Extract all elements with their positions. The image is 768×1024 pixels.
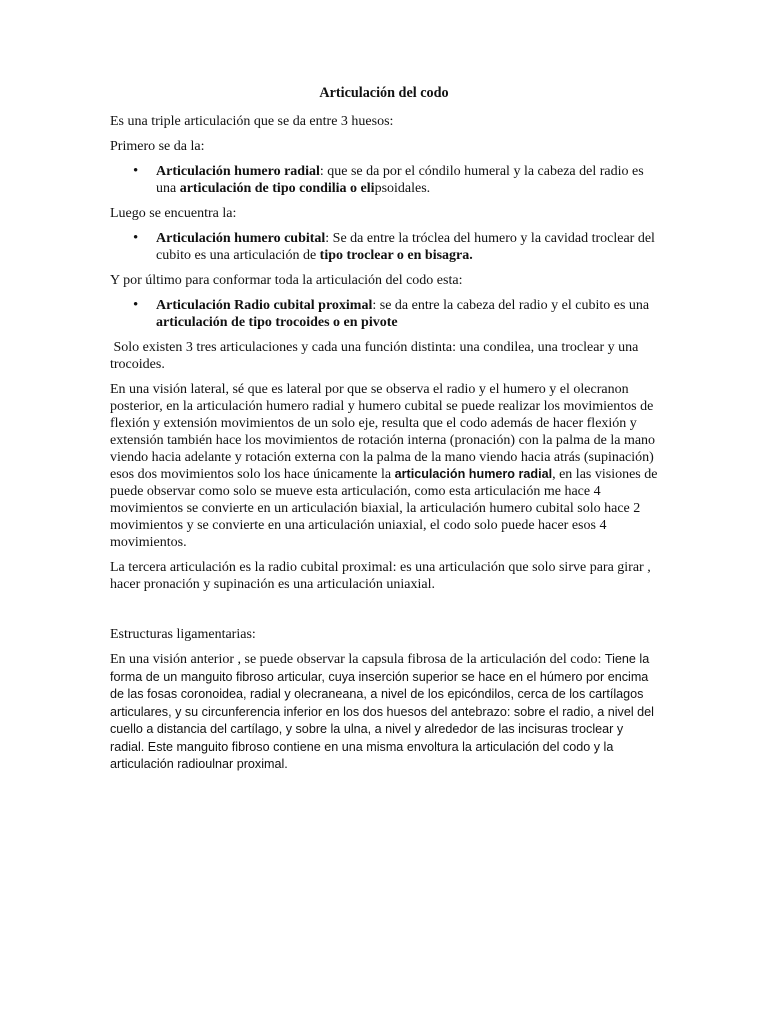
bullet-term-secondary: tipo troclear o en bisagra. bbox=[319, 248, 473, 263]
third-joint-paragraph: La tercera articulación es la radio cubital proximal: es una articulación que solo sirve para girar , hacer pronación y supinación es una articulación uniaxial. bbox=[110, 560, 651, 592]
bullet-text: : que se da por el cóndilo humeral y la cabeza del radio es una bbox=[156, 164, 644, 196]
blank-line bbox=[110, 601, 658, 618]
lateral-text-tail: , en las visiones de puede observar como solo se mueve esta articulación, como esta articulación me hace 4 movimientos se convierte en un articulación biaxial, la articulación humero cubital solo hace 2 movimientos y se convierte en una articulación uniaxial, el codo solo puede hacer esos 4 movimientos. bbox=[110, 467, 658, 550]
intro-paragraph: Es una triple articulación que se da entre 3 huesos: bbox=[110, 114, 394, 129]
bullet-term: Articulación humero radial bbox=[156, 164, 320, 179]
document-body bbox=[110, 84, 658, 782]
document-title: Articulación del codo bbox=[319, 85, 449, 101]
lateral-view-paragraph bbox=[110, 381, 658, 551]
bullet-text-tail: psoidales. bbox=[374, 181, 431, 196]
anterior-view-paragraph bbox=[110, 651, 658, 774]
lateral-bold-term: articulación humero radial bbox=[394, 467, 553, 481]
bullet-term: Articulación humero cubital bbox=[156, 231, 326, 246]
bullet-item-humero-cubital bbox=[156, 230, 658, 264]
bullet-list-2 bbox=[110, 230, 658, 264]
bullet-item-radio-cubital bbox=[156, 297, 658, 331]
bullet-item-humero-radial bbox=[156, 163, 658, 197]
bullet-term-secondary: articulación de tipo condilia o eli bbox=[179, 181, 375, 196]
bullet-text: : se da entre la cabeza del radio y el cubito es una bbox=[372, 298, 650, 313]
first-lead-paragraph: Primero se da la: bbox=[110, 139, 205, 154]
lateral-text: En una visión lateral, sé que es lateral por que se observa el radio y el humero y el olecranon posterior, en la articulación humero radial y humero cubital se puede realizar los movimientos de flexión y extensión movimientos de un solo eje, resulta que el codo además de hacer flexión y extensión también hace los movimientos de rotación interna (pronación) con la palma de la mano viendo hacia adelante y rotación externa con la palma de la mano viendo hacia atrás (supinación) esos dos movimientos solo los hace únicamente la bbox=[110, 382, 656, 482]
bullet-text: : Se da entre la tróclea del humero y la cavidad troclear del cubito es una articulación de bbox=[156, 231, 655, 263]
summary-paragraph: Solo existen 3 tres articulaciones y cada una función distinta: una condilea, una troclear y una trocoides. bbox=[110, 340, 642, 372]
ligaments-heading: Estructuras ligamentarias: bbox=[110, 627, 256, 642]
anterior-text: En una visión anterior , se puede observar la capsula fibrosa de la articulación del codo: bbox=[110, 652, 605, 667]
anterior-text-sans: Tiene la forma de un manguito fibroso articular, cuya inserción superior se hace en el húmero por encima de las fosas coronoidea, radial y olecraneana, a nivel de los epicóndilos, cerca de los cartílagos articulares, y su circunferencia inferior en los dos huesos del antebrazo: sobre el radio, a nivel del cuello a distancia del cartílago, y sobre la ulna, a nivel y alrededor de las incisuras troclear y radial. Este manguito fibroso contiene en una misma envoltura la articulación del codo y la articulación radioulnar proximal. bbox=[110, 652, 654, 771]
third-lead-paragraph: Y por último para conformar toda la articulación del codo esta: bbox=[110, 273, 463, 288]
bullet-term-secondary: articulación de tipo trocoides o en pivote bbox=[156, 315, 398, 330]
bullet-list-1 bbox=[110, 163, 658, 197]
bullet-list-3 bbox=[110, 297, 658, 331]
second-lead-paragraph: Luego se encuentra la: bbox=[110, 206, 237, 221]
bullet-term: Articulación Radio cubital proximal bbox=[156, 298, 373, 313]
